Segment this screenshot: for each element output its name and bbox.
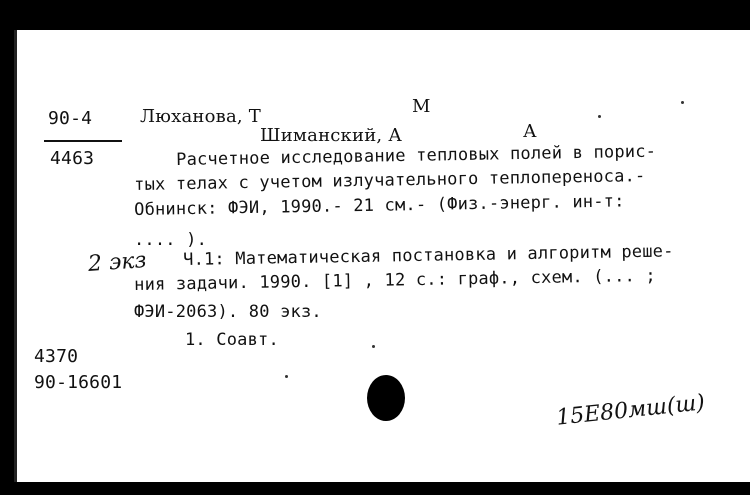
body-line-6: ния задачи. 1990. [1] , 12 с.: граф., схем. (... ; [134,265,657,295]
body-line-8: 1. Соавт. [185,330,279,350]
body-line-7: ФЭИ-2063). 80 экз. [134,302,322,322]
body-line-3: Обнинск: ФЭИ, 1990.- 21 см.- (Физ.-энерг. ин-т: [134,191,625,220]
heading-author: Люханова, Т [140,106,261,127]
body-line-4: .... ). [134,230,208,250]
heading-author-initial: М [412,96,431,117]
handwritten-code: 15Е80мш(ш) [555,390,707,431]
handwritten-copies-note: 2 экз [87,247,148,278]
body-line-5: Ч.1: Математическая постановка и алгоритм реше- [183,241,674,270]
coauthor-initial: А [523,121,537,142]
classification-top: 90-4 [48,108,93,129]
number-90-16601: 90-16601 [34,372,123,393]
scan-speck [372,345,375,348]
classification-bottom: 4463 [50,148,95,169]
scan-speck [598,115,601,118]
classification-divider [44,140,122,142]
body-line-2: тых телах с учетом излучательного теплопереноса.- [134,166,646,195]
coauthor-name: Шиманский, А [260,125,403,146]
card-edge-shadow [14,30,17,482]
body-line-1: Расчетное исследование тепловых полей в порис- [176,141,657,170]
scan-speck [285,375,288,378]
scan-speck [681,101,684,104]
punched-hole [367,375,405,421]
number-4370: 4370 [34,346,79,367]
